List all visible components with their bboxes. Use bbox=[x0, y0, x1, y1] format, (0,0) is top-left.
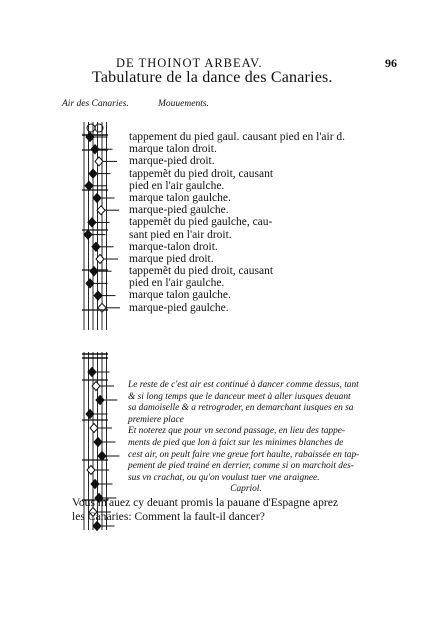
dialogue-line: Vous m'auez cy deuant promis la pauane d'Espagne aprez bbox=[72, 496, 339, 509]
movement-line: tappement du pied gaul. causant pied en l'air d. bbox=[129, 131, 346, 143]
note-mark bbox=[98, 452, 106, 461]
notes-paragraph bbox=[128, 380, 364, 496]
music-staff-upper bbox=[82, 122, 120, 330]
column-heading-air: Air des Canaries. bbox=[62, 99, 129, 109]
note-mark bbox=[94, 438, 102, 447]
note-line: & si long temps que le danceur meet à aller iusques deuant bbox=[128, 391, 351, 402]
movement-line: marque talon gaulche. bbox=[129, 289, 231, 302]
note-mark bbox=[84, 230, 92, 239]
note-mark bbox=[90, 267, 98, 276]
note-mark bbox=[93, 194, 101, 203]
note-mark bbox=[85, 181, 93, 190]
note-line: cest air, on peult faire vne greue fort haulte, rabaissée en tap- bbox=[128, 449, 360, 460]
speaker-caption: Capriol. bbox=[230, 484, 262, 495]
movements-list bbox=[129, 131, 345, 314]
movement-line: marque-pied gaulche. bbox=[129, 301, 229, 314]
movement-line: tappemẽt du pied gaulche, cau- bbox=[129, 216, 273, 229]
movement-line: tappemẽt du pied droit, causant bbox=[129, 167, 274, 180]
note-line: premiere place bbox=[128, 414, 184, 425]
note-line: sus vn crachat, ou qu'on voulust tuer vne araignee. bbox=[128, 472, 320, 483]
page-title: Tabulature de la dance des Canaries. bbox=[92, 69, 333, 86]
movement-line: marque-pied gaulche. bbox=[129, 204, 229, 217]
column-heading-movements: Mouuements. bbox=[158, 99, 209, 109]
running-head: DE THOINOT ARBEAV. bbox=[116, 56, 263, 70]
note-mark bbox=[98, 303, 106, 312]
movement-line: sant pied en l'air droit. bbox=[129, 228, 232, 241]
movement-line: pied en l'air gaulche. bbox=[129, 179, 225, 192]
note-line: pement de pied trainé en derrier, comme si on marchoit des- bbox=[128, 461, 354, 472]
note-mark bbox=[97, 206, 105, 215]
dialogue-line: les Canaries: Comment la fault-il dancer? bbox=[72, 510, 265, 523]
note-line: ments de pied que lon à faict sur les minimes blanches de bbox=[128, 437, 344, 448]
movement-line: marque talon droit. bbox=[129, 143, 217, 156]
movement-line: marque talon gaulche. bbox=[129, 191, 231, 204]
note-mark bbox=[89, 169, 97, 178]
note-mark bbox=[94, 291, 102, 300]
dialogue-paragraph bbox=[72, 496, 338, 524]
movement-line: marque-talon droit. bbox=[129, 240, 218, 253]
note-mark bbox=[90, 424, 98, 433]
movement-line: marque pied droit. bbox=[129, 252, 214, 265]
note-line: sa damoiselle & a retrograder, en demarchant iusques en sa bbox=[128, 403, 354, 414]
note-mark bbox=[88, 368, 96, 377]
movement-line: marque-pied droit. bbox=[129, 155, 215, 168]
movement-line: tappemẽt du pied droit, causant bbox=[129, 265, 274, 278]
note-line: Le reste de c'est air est continué à dancer comme dessus, tant bbox=[128, 380, 359, 390]
movement-line: pied en l'air gaulche. bbox=[129, 277, 225, 290]
page-number: 96 bbox=[385, 56, 397, 70]
note-line: Et noterez que pour vn second passage, en lieu des tappe- bbox=[128, 426, 346, 437]
note-mark bbox=[88, 218, 96, 227]
